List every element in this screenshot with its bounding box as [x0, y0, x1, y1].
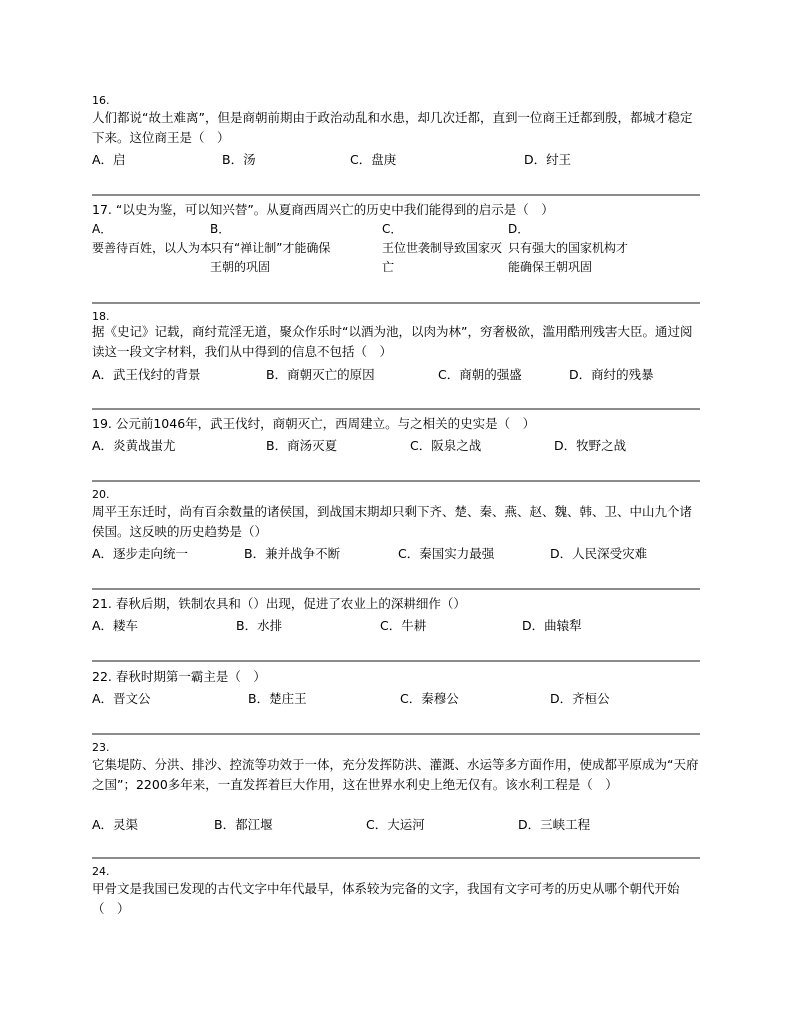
option-text: 要善待百姓，以人为本 — [92, 241, 213, 255]
question-stem: 周平王东迁时，尚有百余数量的诸侯国，到战国末期却只剩下齐、楚、秦、燕、赵、魏、韩、卫、中山九个诸侯国。这反映的历史趋势是（） — [92, 504, 693, 539]
option-label: C． — [382, 222, 403, 236]
separator — [92, 302, 700, 304]
option-text: 王位世袭制导致国家灭亡 — [382, 241, 503, 274]
question-20 — [92, 486, 700, 570]
question-stem: 它集堤防、分洪、排沙、控流等功效于一体，充分发挥防洪、灌溉、水运等多方面作用，使成都平原成为“天府之国”；2200多年来，一直发挥着巨大作用，这在世界水利史上绝无仅有。该水利工程是（ ） — [92, 757, 699, 792]
option-a[interactable]: A．武王伐纣的背景 — [92, 367, 201, 382]
question-19 — [92, 414, 700, 462]
question-stem: 据《史记》记载，商纣荒淫无道，聚众作乐时“以酒为池，以肉为林”，穷奢极欲，滥用酷刑残害大臣。通过阅读这一段文字材料，我们从中得到的信息不包括（ ） — [92, 324, 693, 359]
option-b[interactable]: B．水排 — [236, 618, 283, 633]
option-a[interactable]: A．灵渠 — [92, 817, 139, 832]
option-c[interactable]: C．秦国实力最强 — [398, 546, 495, 561]
option-d[interactable]: D．人民深受灾难 — [550, 546, 648, 561]
question-17 — [92, 200, 700, 280]
option-a[interactable]: A．启 — [92, 152, 126, 167]
option-b[interactable]: B．兼并战争不断 — [244, 546, 341, 561]
option-c[interactable]: C．阪泉之战 — [410, 438, 482, 453]
option-a[interactable]: A．逐步走向统一 — [92, 546, 189, 561]
option-c[interactable]: C．牛耕 — [380, 618, 427, 633]
option-a[interactable] — [92, 220, 214, 258]
separator — [92, 857, 700, 859]
option-c[interactable] — [382, 220, 504, 277]
question-stem: 22. 春秋时期第一霸主是（ ） — [92, 669, 266, 684]
option-c[interactable]: C．盘庚 — [350, 152, 397, 167]
question-16 — [92, 92, 700, 172]
option-b[interactable]: B．商汤灭夏 — [266, 438, 338, 453]
separator — [92, 408, 700, 410]
option-text: 只有“禅让制”才能确保王朝的巩固 — [210, 241, 331, 274]
option-c[interactable]: C．大运河 — [366, 817, 425, 832]
option-a[interactable]: A．晋文公 — [92, 691, 151, 706]
option-label: D． — [508, 222, 530, 236]
option-d[interactable] — [508, 220, 630, 277]
option-c[interactable]: C．秦穆公 — [400, 691, 459, 706]
option-b[interactable]: B．都江堰 — [214, 817, 273, 832]
question-stem: 21. 春秋后期，铁制农具和（）出现，促进了农业上的深耕细作（） — [92, 596, 466, 611]
question-number: 23. — [92, 741, 110, 754]
separator — [92, 480, 700, 482]
question-stem: 人们都说“故土难离”，但是商朝前期由于政治动乱和水患，却几次迁都，直到一位商王迁都到殷，都城才稳定下来。这位商王是（ ） — [92, 110, 693, 145]
option-label: B． — [210, 222, 231, 236]
question-number: 16. — [92, 94, 110, 107]
question-18 — [92, 308, 700, 388]
option-a[interactable]: A．炎黄战蚩尤 — [92, 438, 176, 453]
option-d[interactable]: D．曲辕犁 — [522, 618, 582, 633]
option-d[interactable]: D．商纣的残暴 — [569, 367, 654, 382]
question-24 — [92, 863, 700, 923]
option-b[interactable]: B．汤 — [222, 152, 256, 167]
option-text: 只有强大的国家机构才能确保王朝巩固 — [508, 241, 629, 274]
option-a[interactable]: A．耧车 — [92, 618, 139, 633]
question-number: 24. — [92, 865, 110, 878]
question-number: 18. — [92, 310, 110, 323]
question-stem: 19. 公元前1046年，武王伐纣，商朝灭亡，西周建立。与之相关的史实是（ ） — [92, 416, 536, 431]
option-d[interactable]: D．齐桓公 — [550, 691, 610, 706]
separator — [92, 660, 700, 662]
question-stem: 甲骨文是我国已发现的古代文字中年代最早，体系较为完备的文字，我国有文字可考的历史从哪个朝代开始（ ） — [92, 881, 680, 916]
option-d[interactable]: D．纣王 — [524, 152, 572, 167]
separator — [92, 588, 700, 590]
option-b[interactable] — [210, 220, 332, 277]
option-d[interactable]: D．三峡工程 — [518, 817, 591, 832]
option-c[interactable]: C．商朝的强盛 — [438, 367, 522, 382]
question-number: 20. — [92, 488, 110, 501]
question-21 — [92, 594, 700, 642]
option-label: A． — [92, 222, 113, 236]
option-b[interactable]: B．商朝灭亡的原因 — [266, 367, 375, 382]
option-b[interactable]: B．楚庄王 — [248, 691, 307, 706]
question-23 — [92, 739, 700, 839]
question-22 — [92, 667, 700, 715]
option-d[interactable]: D．牧野之战 — [554, 438, 627, 453]
separator — [92, 194, 700, 196]
question-stem: 17. “以史为鉴，可以知兴替”。从夏商西周兴亡的历史中我们能得到的启示是（ ） — [92, 202, 554, 217]
separator — [92, 733, 700, 735]
